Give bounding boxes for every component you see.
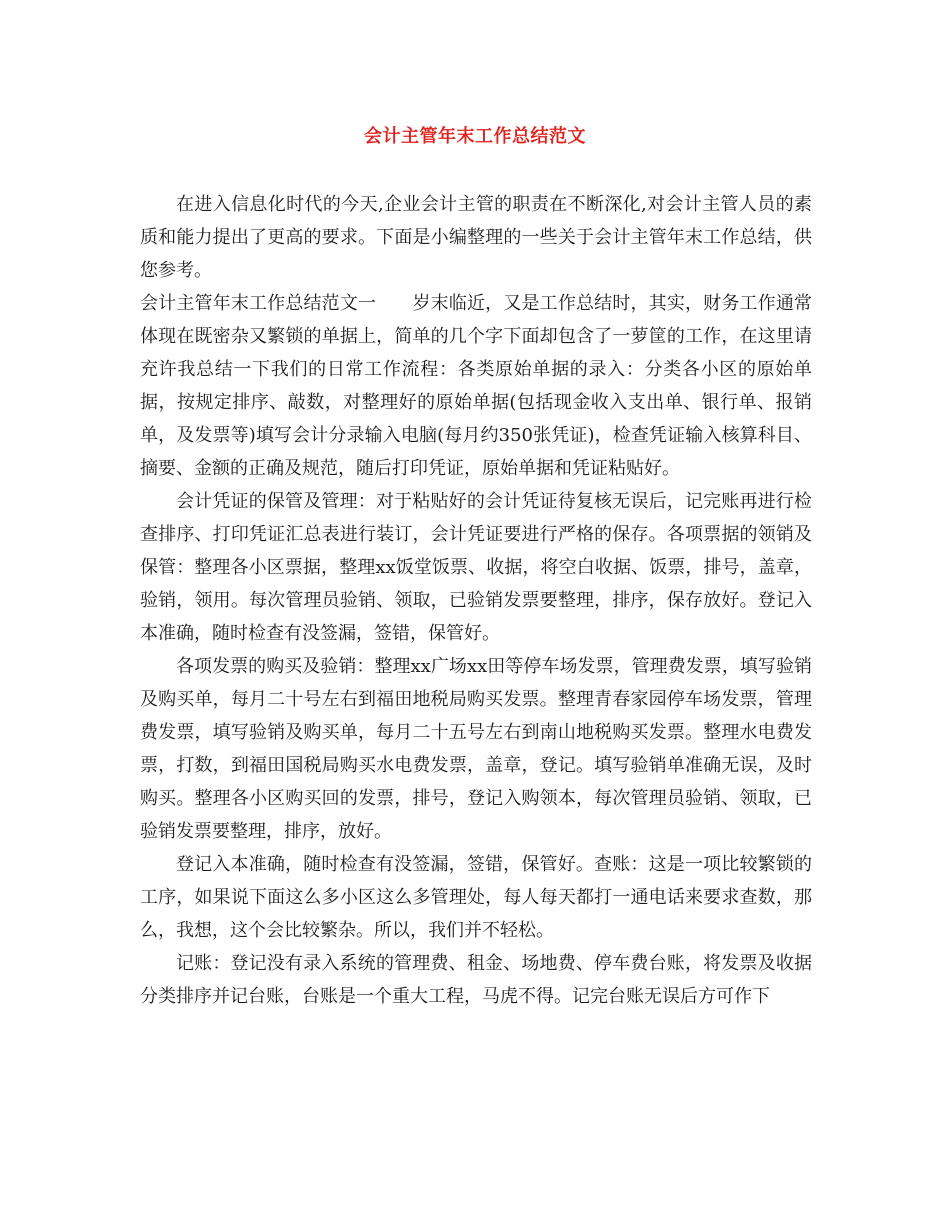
paragraph-account-check: 登记入本准确，随时检查有没签漏，签错，保管好。查账：这是一项比较繁锁的工序，如果说下面这么多小区这么多管理处，每人每天都打一通电话来要求查数，那么，我想，这个会比较繁杂。所以，我们并不轻松。 bbox=[140, 854, 812, 941]
paragraph-voucher-management: 会计凭证的保管及管理：对于粘贴好的会计凭证待复核无误后，记完账再进行检查排序、打印凭证汇总表进行装订，会计凭证要进行严格的保存。各项票据的领销及保管：整理各小区票据，整理xx饭堂饭票、收据，将空白收据、饭票，排号，盖章，验销，领用。每次管理员验销、领取，已验销发票要整理，排序，保存放好。登记入本准确，随时检查有没签漏，签错，保管好。 bbox=[140, 491, 812, 644]
document-title: 会计主管年末工作总结范文 bbox=[364, 126, 586, 147]
paragraph-intro: 在进入信息化时代的今天,企业会计主管的职责在不断深化,对会计主管人员的素质和能力提出了更高的要求。下面是小编整理的一些关于会计主管年末工作总结，供您参考。 bbox=[140, 194, 812, 281]
paragraph-bookkeeping: 记账：登记没有录入系统的管理费、租金、场地费、停车费台账，将发票及收据分类排序并记台账，台账是一个重大工程，马虎不得。记完台账无误后方可作下 bbox=[140, 953, 812, 1007]
document-body bbox=[140, 188, 812, 1013]
paragraph-section-one: 会计主管年末工作总结范文一 岁末临近，又是工作总结时，其实，财务工作通常体现在既密杂又繁锁的单据上，简单的几个字下面却包含了一萝筐的工作，在这里请充许我总结一下我们的日常工作流程：各类原始单据的录入：分类各小区的原始单据，按规定排序、敲数，对整理好的原始单据(包括现金收入支出单、银行单、报销单，及发票等)填写会计分录输入电脑(每月约350张凭证)，检查凭证输入核算科目、摘要、金额的正确及规范，随后打印凭证，原始单据和凭证粘贴好。 bbox=[140, 293, 812, 479]
paragraph-invoice-purchase: 各项发票的购买及验销：整理xx广场xx田等停车场发票，管理费发票，填写验销及购买单，每月二十号左右到福田地税局购买发票。整理青春家园停车场发票，管理费发票，填写验销及购买单，每月二十五号左右到南山地税购买发票。整理水电费发票，打数，到福田国税局购买水电费发票，盖章，登记。填写验销单准确无误，及时购买。整理各小区购买回的发票，排号，登记入购领本，每次管理员验销、领取，已验销发票要整理，排序，放好。 bbox=[140, 656, 812, 842]
